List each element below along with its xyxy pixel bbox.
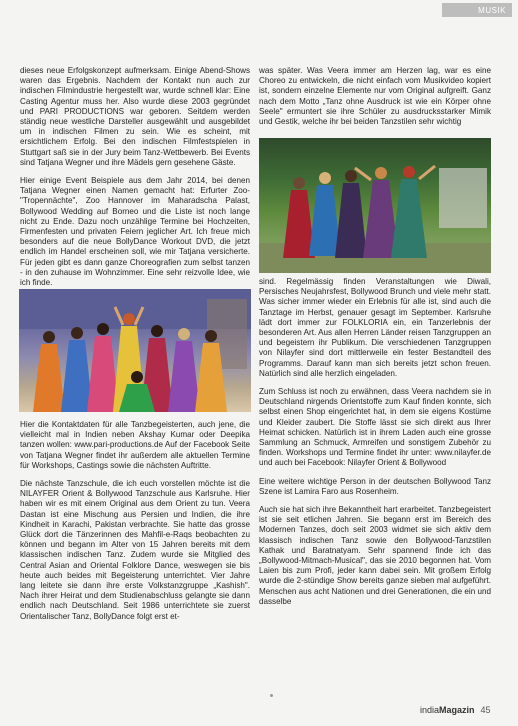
brand-prefix: india	[420, 705, 440, 715]
section-label: MUSIK	[442, 3, 512, 17]
paragraph: Hier die Kontaktdaten für alle Tanzbegeisterten, auch jene, die vielleicht mal in Indien neben Akshay Kumar oder Deepika tanzen wollen: www.pari-productions.de Auf der Facebook Seite von Tatjana Wegner findet ihr außerdem alle aktuellen Termine für Workshops, Castings sowie die nächsten Auftritte.	[20, 420, 250, 470]
page-footer	[420, 705, 491, 715]
decorative-dot	[270, 694, 273, 697]
dancers-photo-group	[19, 289, 251, 412]
paragraph: dieses neue Erfolgskonzept aufmerksam. Einige Abend-Shows waren das Ergebnis. Nachdem der Kontakt nun auch zur indischen Filmindustrie hergestellt war, wurde schnell klar: Eine Casting Agentur muss her. Also wurde diese 2003 gegründet und PARI PRODUCTIONS war geboren. Seitdem werden ständig neue westliche Darsteller ausgewählt und ausgebildet um in indischen Filmen zu sein. Wie es scheint, mit ersichtlichem Erfolg. Bei den indischen Filmfestspielen in Stuttgart saß sie in der Jury beim Tanz-Wettbewerb. Bei Events sind Tatjana Wegner und ihre Mädels gern gesehene Gäste.	[20, 66, 250, 167]
paragraph: was später. Was Veera immer am Herzen lag, war es eine Choreo zu entwickeln, die nicht einfach vom Musikvideo kopiert ist, sondern einzelne Elemente nur vom Original aufgreift. Ganz nach dem Motto „Tanz ohne Ausdruck ist wie ein Körper ohne Seele" ermuntert sie ihre Schüler zu ausdrucksstarker Mimik und Gestik, welche ihr bei beiden Tanzstilen sehr wichtig	[259, 66, 491, 127]
dancers-illustration	[259, 138, 491, 273]
paragraph: Auch sie hat sich ihre Bekanntheit hart erarbeitet. Tanzbegeistert ist sie seit etlichen Jahren. Sie begann erst im Bereich des Modernen Tanzes, doch seit 2003 widmet sie sich aktiv dem klassisch indischen Tanz sowie den Bollywood-Tanzstilen Kathak und Baratnatyam. Sehr spannend finde ich das „Bollywood-Mitmach-Musical", das sie 2010 begonnen hat. Vom Laien bis zum Profi, jeder kann dabei sein. Mit großem Erfolg wurde die 2-stündige Show bereits ganze sieben mal aufgeführt. Menschen aus acht Nationen und drei Generationen, die ein und dasselbe	[259, 505, 491, 606]
paragraph: Hier einige Event Beispiele aus dem Jahr 2014, bei denen Tatjana Wegner einen Namen gemacht hat: Erfurter Zoo-"Tropennächte", Zoo Hannover im Maharadscha Palast, Bollywood Wedding auf Borneo und die Liste ist noch lange nicht zu Ende. Dazu noch unzählige Termine bei Hochzeiten, Firmenfesten und privaten Feiern jeglicher Art. Ich freue mich besonders auf die neue BollyDance Workout DVD, die jetzt endlich im Handel erscheinen soll, wie mir Tatjana versicherte. Für jeden gibt es dann ganze Choreografien zum selbst tanzen - in den zuhause im Wohnzimmer. Eine sehr reizvolle Idee, wie ich finde.	[20, 176, 250, 288]
dancers-photo-outdoor	[259, 138, 491, 273]
left-column-bottom	[20, 420, 250, 630]
brand-name: Magazin	[439, 705, 475, 715]
paragraph: sind. Regelmässig finden Veranstaltungen wie Diwali, Persisches Neujahrsfest, Bollywood Brunch und viele mehr statt. Was sicher immer wieder ein Erlebnis für alle ist, sind auch die Tanztage im Herbst, genauer gesagt im September. Karlsruhe lädt dort immer zur FOLKLORIA ein, ein Tanzerlebnis der besonderen Art. Aus allen Herren Länder reisen Tanzgruppen an und begeistern ihr Publikum. Die verschiedenen Tanzgruppen von Nilayfer sind dort mittlerweile ein fester Bestandteil des Programms. Darauf kann man sich bereits jetzt schon freuen. Natürlich sind alle herzlich eingeladen.	[259, 277, 491, 378]
dancers-group-illustration	[19, 289, 251, 412]
right-column-middle	[259, 277, 491, 615]
left-column-top	[20, 66, 250, 296]
paragraph: Eine weitere wichtige Person in der deutschen Bollywood Tanz Szene ist Lamira Faro aus Rosenheim.	[259, 476, 491, 496]
page-number: 45	[480, 705, 491, 715]
paragraph: Die nächste Tanzschule, die ich euch vorstellen möchte ist die NILAYFER Orient & Bollywood Tanzschule aus Karlsruhe. Hier haben wir es mit einem Original aus dem Orient zu tun. Veera Dastan ist eine Mischung aus Persien und Indien, die ihre Kindheit in Karachi, Pakistan verbrachte. Sie hatte das grosse Glück dort die Tänzerinnen des Mahfil-e-Raqs beobachten zu können und begann im Alter von 15 Jahren bereits mit dem klassischen indischen Tanz. Zudem wurde sie Mitglied des Central Asian and Oriental Folklore Dance, weswegen sie bis heute auch beides mit Begeisterung unterrichtet. Vier Jahre lang leitete sie dann ihre erste Volkstanzgruppe „Kashish". Nach ihrer Heirat und dem Studienabschluss gelangte sie dann endlich nach Deutschland. Seit 1986 unterrichtete sie zuerst Orientalischer Tanz, BollyDance folgt erst et-	[20, 479, 250, 621]
paragraph: Zum Schluss ist noch zu erwähnen, dass Veera nachdem sie in Deutschland nirgends Orientstoffe zum Kauf finden konnte, sich selbst einen Shop eingerichtet hat, in dem sie eigens Kostüme und Kleider zaubert. Die Stoffe lässt sie sich direkt aus Ihrer Heimat schicken. Natürlich ist in ihrem Laden auch eine grosse Sammlung an Schmuck, Armreifen und sonstigem Zubehör zu finden. Workshops und Termine findet ihr unter: www.nilayfer.de und auch bei Facebook: Nilayfer Orient & Bollywood	[259, 387, 491, 468]
right-column-top	[259, 66, 491, 135]
